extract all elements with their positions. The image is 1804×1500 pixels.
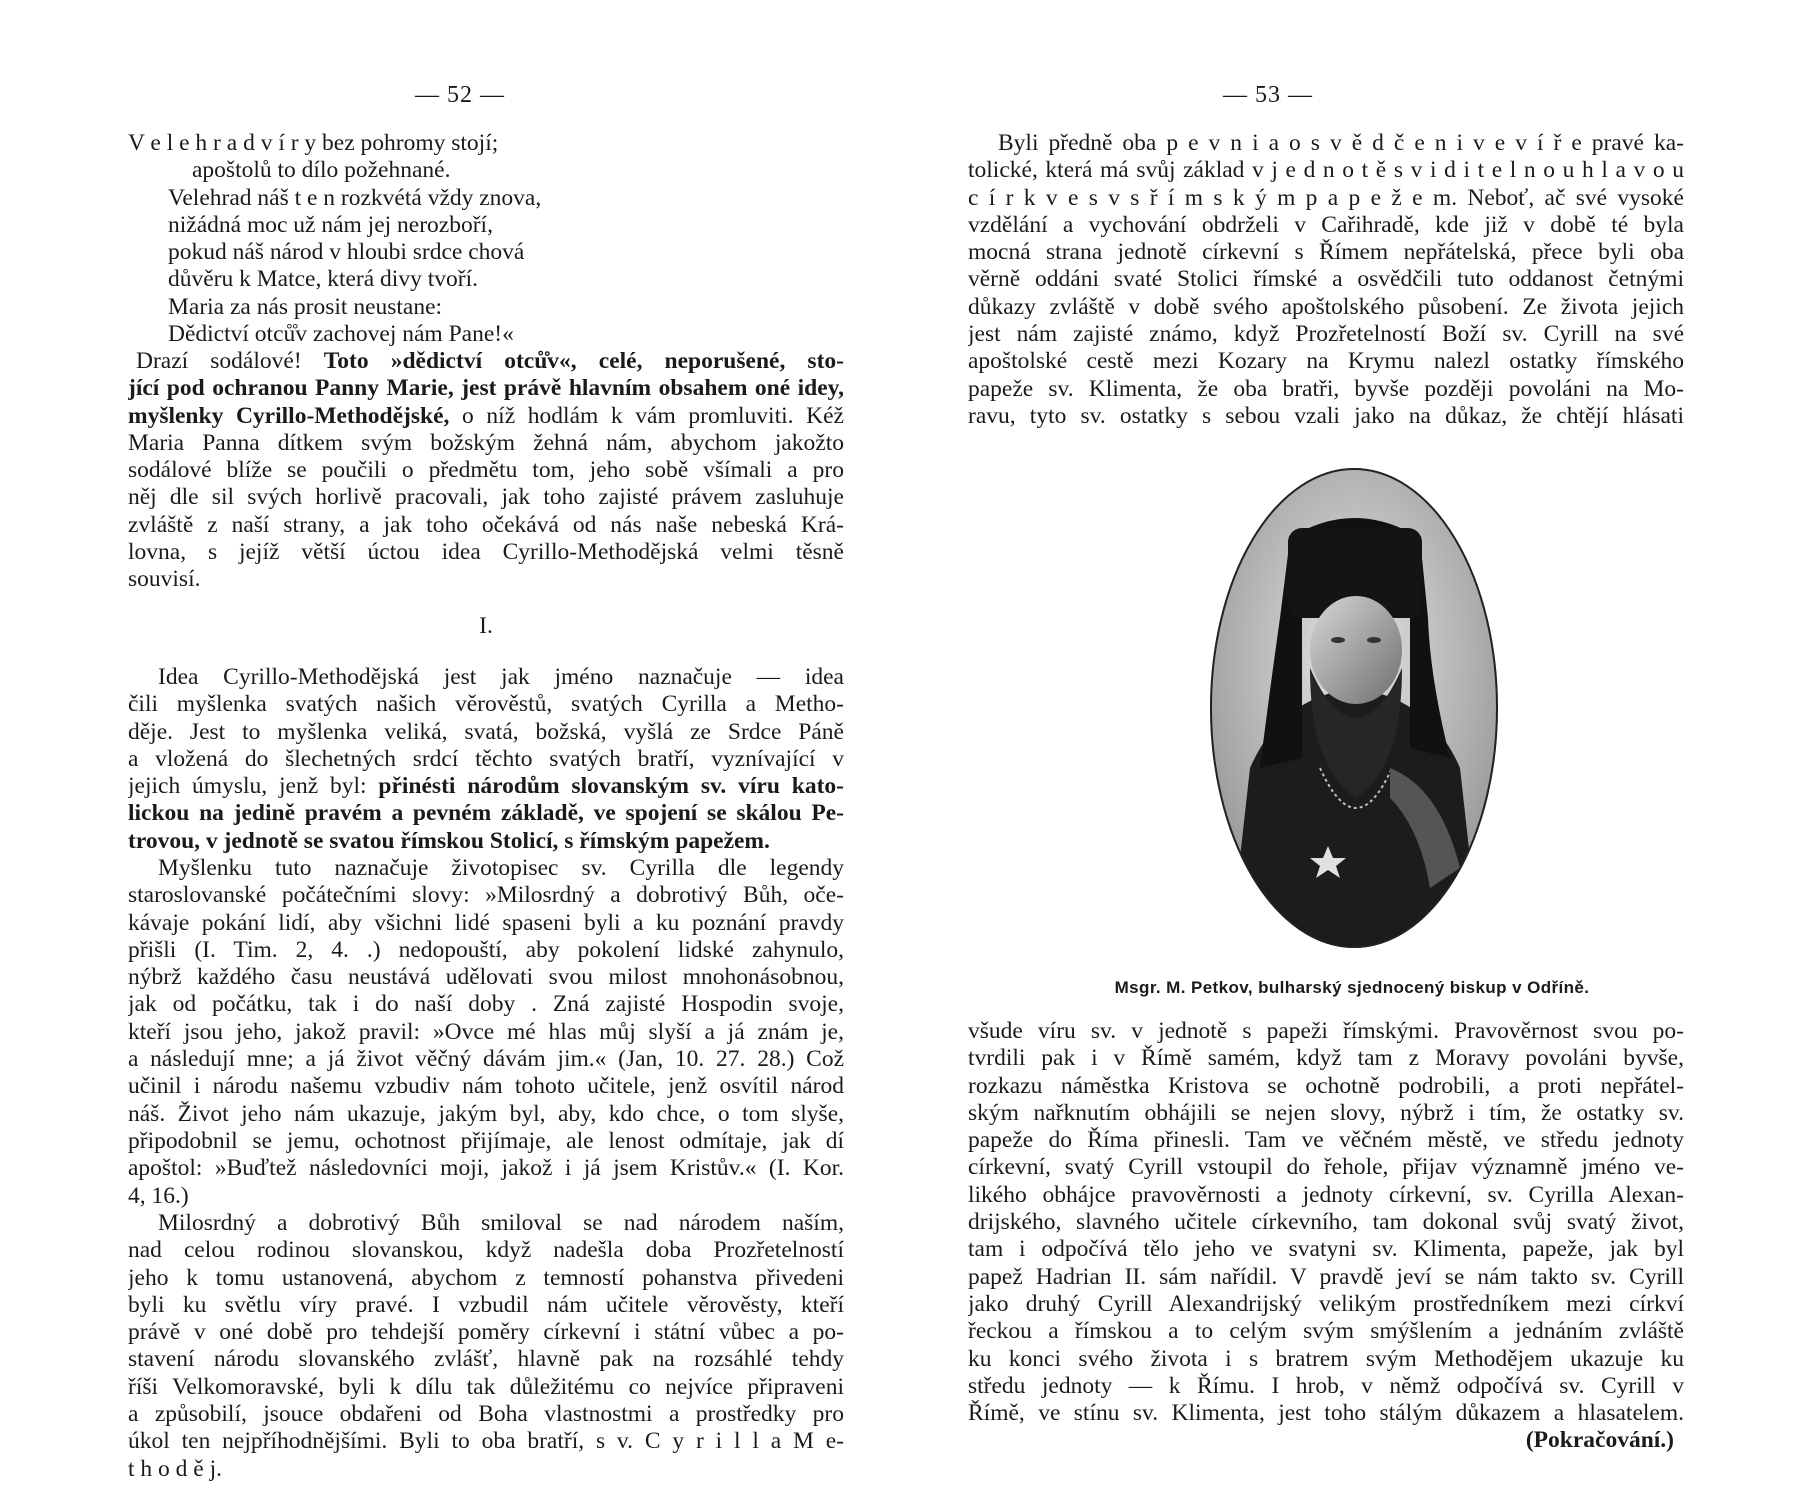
text-line: trovou, v jednotě se svatou římskou Stolicí, s římským papežem. (128, 827, 770, 854)
text-line: tvrdili pak i v Římě samém, když tam z Moravy povoláni byvše, (968, 1045, 1684, 1072)
bishop-portrait-photo (1210, 468, 1498, 948)
text-line: jest nám zajisté známo, když Prozřetelností Boží sv. Cyrill na své (968, 321, 1684, 348)
intro-paragraph (128, 348, 844, 594)
text-line: a způsobilí, jsouce obdařeni od Boha vlastnostmi a prostředky pro (128, 1401, 844, 1428)
text-line: zvláště z naší strany, a jak toho očekává od nás naše nebeská Krá- (128, 511, 844, 538)
text-line: byli ku světlu víry pravé. I vzbudil nám učitele věrověsty, kteří (128, 1291, 844, 1318)
text-line: řeckou a římskou a to celým svým smýšlením a jednáním zvláště (968, 1318, 1684, 1345)
section-heading: I. (479, 613, 493, 639)
poem-line: nižádná moc už nám jej nerozboří, (168, 211, 493, 238)
text-line: sodálové blíže se poučili o předmětu tom, jeho sobě všímali a pro (128, 457, 844, 484)
text-line: rozkazu náměstka Kristova se ochotně podrobili, a proti nepřátel- (968, 1072, 1684, 1099)
photo-caption: Msgr. M. Petkov, bulharský sjednocený biskup v Odříně. (1114, 978, 1590, 997)
paragraph-2 (128, 855, 844, 1210)
text-line: 4, 16.) (128, 1182, 189, 1209)
text-line: Myšlenku tuto naznačuje životopisec sv. Cyrilla dle legendy (158, 855, 844, 881)
text-line: t h o d ě j. (128, 1455, 222, 1482)
text-line: Římě, ve stínu sv. Klimenta, jest toho stálým důkazem a hlasatelem. (968, 1400, 1684, 1427)
text-line: náš. Život jeho nám ukazuje, jakým byl, aby, kdo chce, o tom slyše, (128, 1100, 844, 1127)
text-line: děje. Jest to myšlenka veliká, svatá, božská, vyšlá ze Srdce Páně (128, 718, 844, 745)
text-line: ku konci svého života i s bratrem svým Methodějem ukazuje ku (968, 1345, 1684, 1372)
text-line: připodobnil se jemu, ochotnost přijímaje, ale lenost odmítaje, jak dí (128, 1127, 844, 1154)
text-line: Maria Panna dítkem svým božským žehná nám, abychom jakožto (128, 429, 844, 456)
poem-line: Velehrad náš t e n rozkvétá vždy znova, (168, 184, 542, 211)
text-line: Idea Cyrillo-Methodějská jest jak jméno naznačuje — idea (158, 664, 844, 690)
left-page (0, 0, 900, 1500)
text-line: lovna, s jejíž větší úctou idea Cyrillo-Methodějská velmi těsně (128, 539, 844, 566)
section-heading-block (128, 613, 844, 640)
poem-line: důvěru k Matce, která divy tvoří. (168, 266, 478, 293)
text-line: jeho k tomu ustanovená, abychom z temností pohanstva přivedeni (128, 1264, 844, 1291)
text-line: jící pod ochranou Panny Marie, jest právě hlavním obsahem oné idey, (128, 375, 844, 402)
text-line: lickou na jedině pravém a pevném základě, ve spojení se skálou Pe- (128, 800, 844, 827)
top-paragraph (968, 130, 1684, 430)
text-line: jako druhý Cyrill Alexandrijský velikým prostředníkem mezi církví (968, 1290, 1684, 1317)
text-line: tolické, která má svůj základ v j e d n o t ě s v i d i t e l n o u h l a v o u (968, 157, 1684, 184)
text-line: stavení národu slovanského zvlášť, hlavně pak na rozsáhlé tehdy (128, 1346, 844, 1373)
text-line: všude víru sv. v jednotě s papeži římskými. Pravověrnost svou po- (968, 1018, 1684, 1044)
bottom-paragraph (968, 1018, 1684, 1455)
poem-line: V e l e h r a d v í r y bez pohromy stojí; (128, 130, 499, 156)
text-line: drijského, slavného učitele církevního, tam dokonal svůj svatý život, (968, 1209, 1684, 1236)
continued-note: (Pokračování.) (1525, 1427, 1674, 1454)
poem-line: Dědictví otců̊v zachovej nám Pane!« (168, 321, 514, 348)
text-line: staroslovanské počátečními slovy: »Milosrdný a dobrotivý Bůh, oče- (128, 882, 844, 909)
text-line: nýbrž každého času neustává udělovati svou milost mnohonásobnou, (128, 964, 844, 991)
text-line: něj dle sil svých horlivě pracovali, jak toho zajisté právem zasluhuje (128, 484, 844, 511)
text-line: apoštol: »Buďtež následovníci moji, jakož i já jsem Kristův.« (I. Kor. (128, 1155, 844, 1182)
poem-block (128, 130, 844, 348)
text-line: a vložená do šlechetných srdcí těchto svatých bratří, vyznívající v (128, 745, 844, 772)
text-line: ravu, tyto sv. ostatky s sebou vzali jako na důkaz, že chtějí hlásati (968, 402, 1684, 429)
page-number-left: — 52 — (415, 82, 505, 108)
text-line: nad celou rodinou slovanskou, když nadešla doba Prozřetelností (128, 1237, 844, 1264)
text-line: vzdělání a vychování obdrželi v Cařihradě, kde již v době té byla (968, 211, 1684, 238)
text-line: čili myšlenka svatých našich věrověstů, svatých Cyrilla a Metho- (128, 691, 844, 718)
text-line: jak od počátku, tak i do naší doby . Zná zajisté Hospodin svoje, (128, 991, 844, 1018)
text-line: jejich úmyslu, jenž byl: přinésti národům slovanským sv. víru kato- (128, 773, 844, 800)
text-line: důkazy zvláště v době svého apoštolského působení. Ze života jejich (968, 293, 1684, 320)
text-line: Byli předně oba p e v n i a o s v ě d č e n i v e v í ř e pravé ka- (998, 130, 1684, 156)
text-line: říši Velkomoravské, byli k dílu tak důležitému co nejvíce připraveni (128, 1373, 844, 1400)
text-line: ským nařknutím obhájili se nejen slovy, nýbrž i tím, že ostatky sv. (968, 1099, 1684, 1126)
text-line: církevní, svatý Cyrill vstoupil do řehole, přijav významně jméno ve- (968, 1154, 1684, 1181)
right-page (900, 0, 1804, 1500)
text-line: Drazí sodálové! Toto »dědictví otců̊v«, celé, neporušené, sto- (136, 348, 844, 374)
text-line: mocná strana jednotě církevní s Římem nepřátelská, přece byli oba (968, 239, 1684, 266)
poem-line: pokud náš národ v hloubi srdce chová (168, 239, 525, 266)
paragraph-3 (128, 1210, 844, 1483)
text-line: přišli (I. Tim. 2, 4. .) nedopouští, aby pokolení lidské zahynulo, (128, 936, 844, 963)
text-line: věrně oddáni svaté Stolici římské a osvědčili tuto oddanost četnými (968, 266, 1684, 293)
text-line: papeže sv. Klimenta, že oba bratři, byvše později povoláni na Mo- (968, 375, 1684, 402)
poem-line: apoštolů to dílo požehnané. (192, 157, 451, 184)
text-line: kávaje pokání lidí, aby všichni lidé spaseni byli a ku poznání pravdy (128, 909, 844, 936)
text-line: středu jednoty — k Římu. I hrob, v němž odpočívá sv. Cyrill v (968, 1372, 1684, 1399)
text-line: a následují mne; a já život věčný dávám jim.« (Jan, 10. 27. 28.) Což (128, 1046, 844, 1073)
text-line: c í r k v e s v s ř í m s k ý m p a p e ž e m. Neboť, ač své vysoké (968, 184, 1684, 211)
poem-line: Maria za nás prosit neustane: (168, 293, 443, 320)
text-line: Milosrdný a dobrotivý Bůh smiloval se nad národem naším, (158, 1210, 844, 1236)
text-line: papež Hadrian II. sám nařídil. V pravdě jeví se nám takto sv. Cyrill (968, 1263, 1684, 1290)
section-paragraph (128, 664, 844, 855)
text-line: tam i odpočívá tělo jeho ve svatyni sv. Klimenta, papeže, jak byl (968, 1236, 1684, 1263)
text-line: učinil i národu našemu vzbudiv nám tohoto učitele, jenž osvítil národ (128, 1073, 844, 1100)
page-number-right: — 53 — (1223, 82, 1313, 108)
text-line: úkol ten nejpříhodnějšími. Byli to oba bratří, s v. C y r i l l a M e- (128, 1428, 844, 1455)
text-line: apoštolské cestě mezi Kozary na Krymu nalezl ostatky římského (968, 348, 1684, 375)
text-line: souvisí. (128, 566, 201, 593)
text-line: likého obhájce pravověrnosti a jednoty církevní, sv. Cyrilla Alexan- (968, 1181, 1684, 1208)
text-line: myšlenky Cyrillo-Methodějské, o níž hodlám k vám promluviti. Kéž (128, 402, 844, 429)
text-line: kteří jsou jeho, jakož pravil: »Ovce mé hlas můj slyší a já znám je, (128, 1018, 844, 1045)
text-line: papeže do Říma přinesli. Tam ve věčném městě, ve středu jednoty (968, 1127, 1684, 1154)
text-line: právě v oné době pro tehdejší poměry církevní i státní vůbec a po- (128, 1319, 844, 1346)
